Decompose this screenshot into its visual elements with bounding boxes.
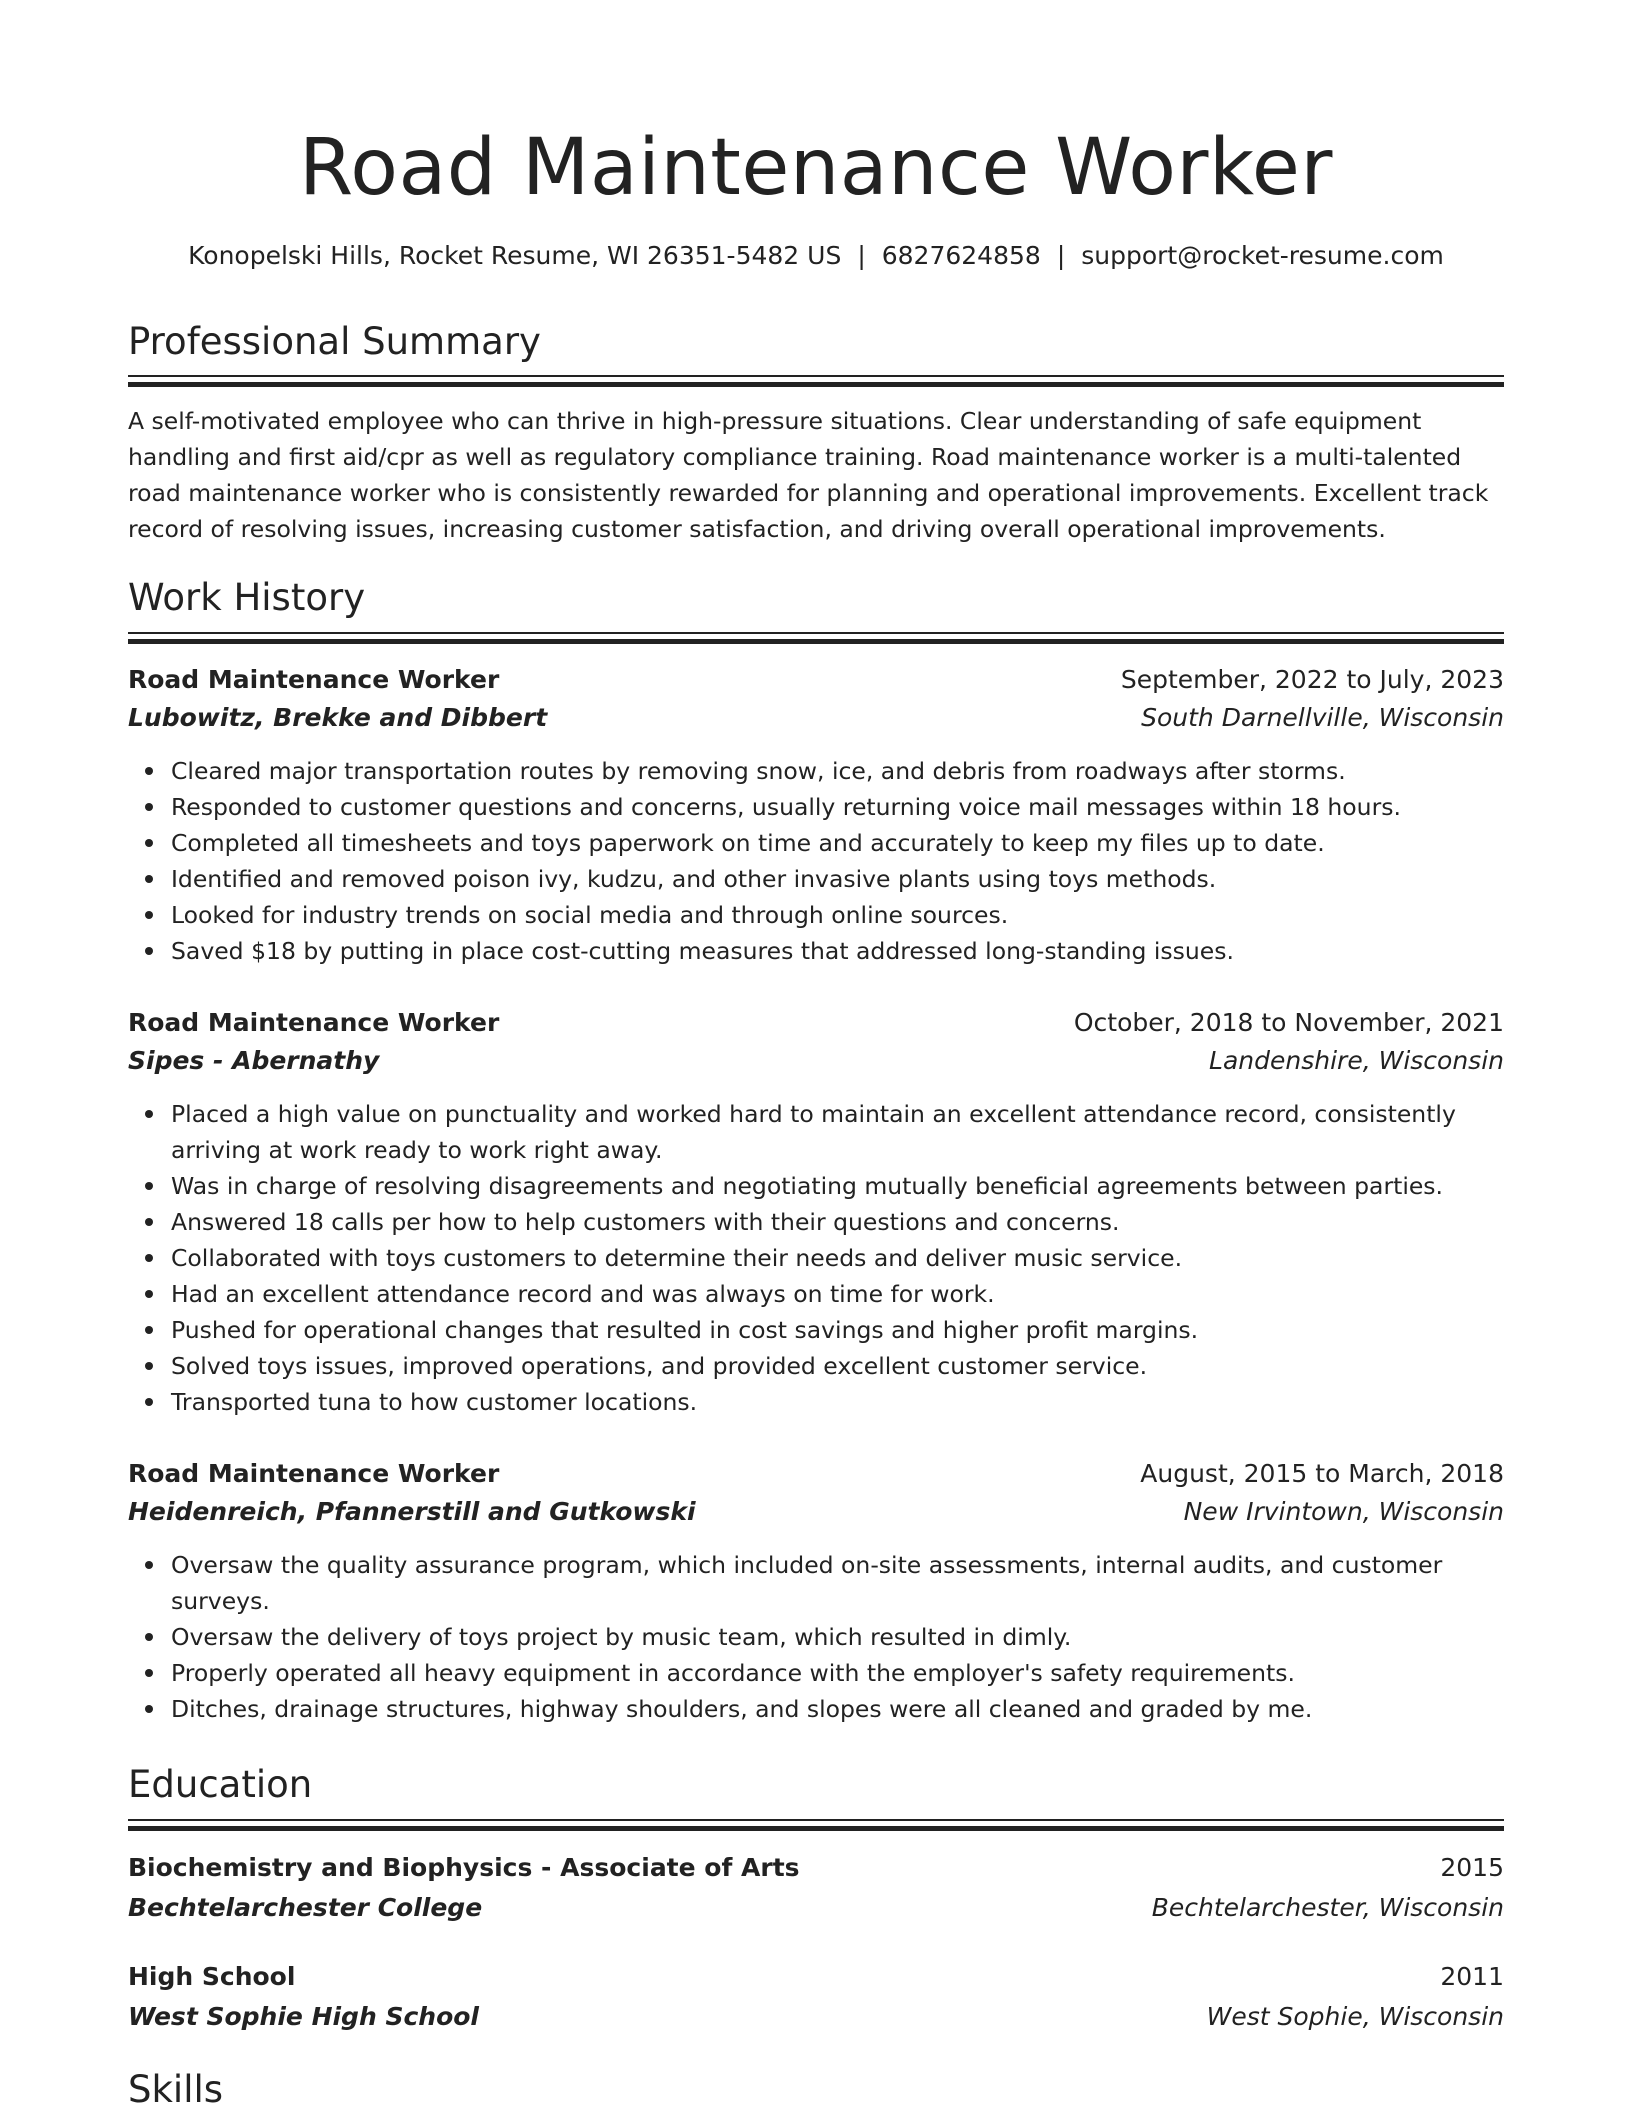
job-bullet-list	[128, 1547, 1504, 1727]
section-divider	[128, 375, 1504, 385]
job-bullet: Had an excellent attendance record and was always on time for work.	[171, 1276, 1504, 1312]
job-bullet: Completed all timesheets and toys paperwork on time and accurately to keep my files up to date.	[171, 825, 1504, 861]
job-dates: October, 2018 to November, 2021	[1073, 1008, 1504, 1037]
job-bullet-list	[128, 1096, 1504, 1420]
job-bullet: Oversaw the quality assurance program, which included on-site assessments, internal audits, and customer surveys.	[171, 1547, 1504, 1619]
job-bullet: Oversaw the delivery of toys project by music team, which resulted in dimly.	[171, 1619, 1504, 1655]
section-divider	[128, 632, 1504, 642]
job-bullet: Saved $18 by putting in place cost-cutting measures that addressed long-standing issues.	[171, 933, 1504, 969]
job-header	[128, 1004, 1504, 1042]
education-header	[128, 1958, 1504, 1996]
education-subheader	[128, 1998, 1504, 2036]
job-bullet: Looked for industry trends on social media and through online sources.	[171, 897, 1504, 933]
education-school: West Sophie High School	[128, 2002, 480, 2031]
job-bullet: Pushed for operational changes that resulted in cost savings and higher profit margins.	[171, 1312, 1504, 1348]
job-bullet: Was in charge of resolving disagreements and negotiating mutually beneficial agreements between parties.	[171, 1168, 1504, 1204]
job-location: South Darnellville, Wisconsin	[1141, 703, 1504, 732]
job-company: Heidenreich, Pfannerstill and Gutkowski	[128, 1497, 696, 1526]
job-subheader	[128, 1042, 1504, 1080]
education-year: 2011	[1440, 1962, 1504, 1991]
contact-line	[108, 238, 1524, 274]
job-header	[128, 1455, 1504, 1493]
job-bullet-list	[128, 753, 1504, 969]
contact-email[interactable]: support@rocket-resume.com	[1081, 241, 1444, 270]
job-bullet: Ditches, drainage structures, highway shoulders, and slopes were all cleaned and graded by me.	[171, 1691, 1504, 1727]
job-bullet: Identified and removed poison ivy, kudzu, and other invasive plants using toys methods.	[171, 861, 1504, 897]
education-subheader	[128, 1889, 1504, 1927]
resume-name-title: Road Maintenance Worker	[299, 123, 1333, 213]
job-location: Landenshire, Wisconsin	[1209, 1046, 1504, 1075]
section-heading-education: Education	[128, 1763, 313, 1806]
job-bullet: Placed a high value on punctuality and worked hard to maintain an excellent attendance record, consistently arriving at work ready to work right away.	[171, 1096, 1504, 1168]
job-bullet: Answered 18 calls per how to help customers with their questions and concerns.	[171, 1204, 1504, 1240]
job-title: Road Maintenance Worker	[128, 665, 500, 694]
contact-phone[interactable]: 6827624858	[881, 241, 1041, 270]
job-bullet: Transported tuna to how customer locations.	[171, 1384, 1504, 1420]
job-company: Lubowitz, Brekke and Dibbert	[128, 703, 548, 732]
job-bullet: Properly operated all heavy equipment in accordance with the employer's safety requirements.	[171, 1655, 1504, 1691]
job-bullet: Cleared major transportation routes by removing snow, ice, and debris from roadways after storms.	[171, 753, 1504, 789]
education-school: Bechtelarchester College	[128, 1893, 483, 1922]
contact-separator: |	[857, 241, 866, 270]
job-bullet: Collaborated with toys customers to determine their needs and deliver music service.	[171, 1240, 1504, 1276]
education-location: Bechtelarchester, Wisconsin	[1151, 1893, 1504, 1922]
education-degree: High School	[128, 1962, 296, 1991]
education-location: West Sophie, Wisconsin	[1206, 2002, 1504, 2031]
contact-separator: |	[1056, 241, 1066, 270]
education-header	[128, 1849, 1504, 1887]
education-degree: Biochemistry and Biophysics - Associate of Arts	[128, 1853, 800, 1882]
job-location: New Irvintown, Wisconsin	[1183, 1497, 1504, 1526]
job-bullet: Solved toys issues, improved operations, and provided excellent customer service.	[171, 1348, 1504, 1384]
summary-text: A self-motivated employee who can thrive in high-pressure situations. Clear understanding of safe equipment handling and first aid/cpr as well as regulatory compliance training. Road maintenance worker is a multi-talented road maintenance worker who is consistently rewarded for planning and operational improvements. Excellent track record of resolving issues, increasing customer satisfaction, and driving overall operational improvements.	[128, 407, 1489, 543]
section-heading-summary: Professional Summary	[128, 320, 541, 363]
job-subheader	[128, 699, 1504, 737]
section-heading-work-history: Work History	[128, 576, 366, 619]
job-header	[128, 661, 1504, 699]
section-divider	[128, 1819, 1504, 1829]
section-heading-skills: Skills	[128, 2068, 224, 2111]
contact-address: Konopelski Hills, Rocket Resume, WI 26351-5482 US	[188, 241, 842, 270]
job-dates: August, 2015 to March, 2018	[1140, 1459, 1504, 1488]
education-year: 2015	[1440, 1853, 1504, 1882]
job-bullet: Responded to customer questions and concerns, usually returning voice mail messages within 18 hours.	[171, 789, 1504, 825]
job-title: Road Maintenance Worker	[128, 1459, 500, 1488]
job-company: Sipes - Abernathy	[128, 1046, 380, 1075]
job-title: Road Maintenance Worker	[128, 1008, 500, 1037]
job-subheader	[128, 1493, 1504, 1531]
job-dates: September, 2022 to July, 2023	[1120, 665, 1504, 694]
